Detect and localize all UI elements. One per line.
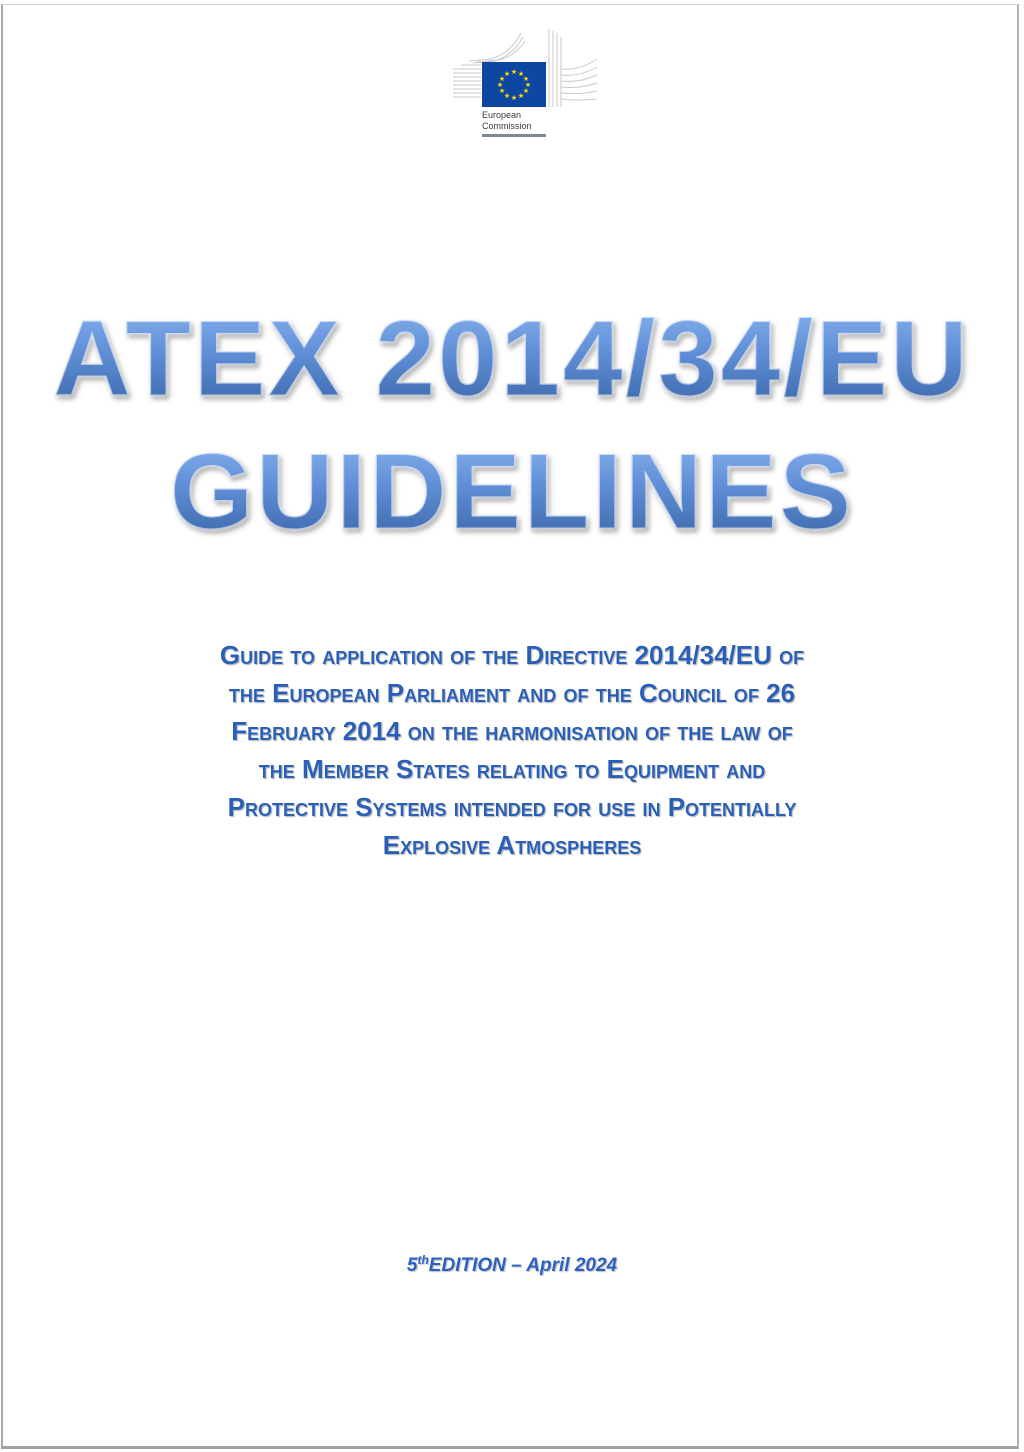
edition-number: 5 (406, 1255, 418, 1276)
subtitle-line-3: February 2014 on the harmonisation of the law of (231, 716, 793, 746)
logo-text-commission: Commission (482, 121, 532, 131)
svg-text:★: ★ (510, 68, 518, 76)
eu-stars-icon (482, 62, 546, 107)
svg-text:★: ★ (503, 70, 511, 78)
svg-text:★: ★ (498, 75, 506, 83)
subtitle-line-5: Protective Systems intended for use in Potentially (227, 792, 797, 822)
subtitle-line-2: the European Parliament and of the Council of 26 (228, 678, 796, 708)
logo-underline (482, 134, 546, 137)
svg-text:★: ★ (522, 75, 530, 83)
svg-text:★: ★ (498, 87, 506, 95)
svg-text:★: ★ (510, 94, 518, 102)
subtitle-line-4: the Member States relating to Equipment and (258, 754, 766, 784)
edition-text: EDITION – April 2024 (428, 1255, 618, 1276)
svg-text:★: ★ (517, 70, 525, 78)
title-line-1: ATEX 2014/34/EU (0, 305, 1024, 412)
edition-suffix: th (417, 1253, 429, 1267)
subtitle (0, 636, 1024, 864)
svg-text:★: ★ (517, 92, 525, 100)
svg-text:★: ★ (503, 92, 511, 100)
european-commission-logo (451, 29, 601, 141)
title-line-2: GUIDELINES (0, 438, 1024, 545)
subtitle-line-1: Guide to application of the Directive 2014/34/EU of (219, 640, 805, 670)
svg-text:★: ★ (522, 87, 530, 95)
eu-flag (482, 62, 546, 107)
svg-text:★: ★ (496, 81, 504, 89)
logo-text-european: European (482, 110, 522, 120)
svg-text:★: ★ (524, 81, 532, 89)
subtitle-line-6: Explosive Atmospheres (382, 830, 642, 860)
edition-label (0, 1248, 1024, 1278)
